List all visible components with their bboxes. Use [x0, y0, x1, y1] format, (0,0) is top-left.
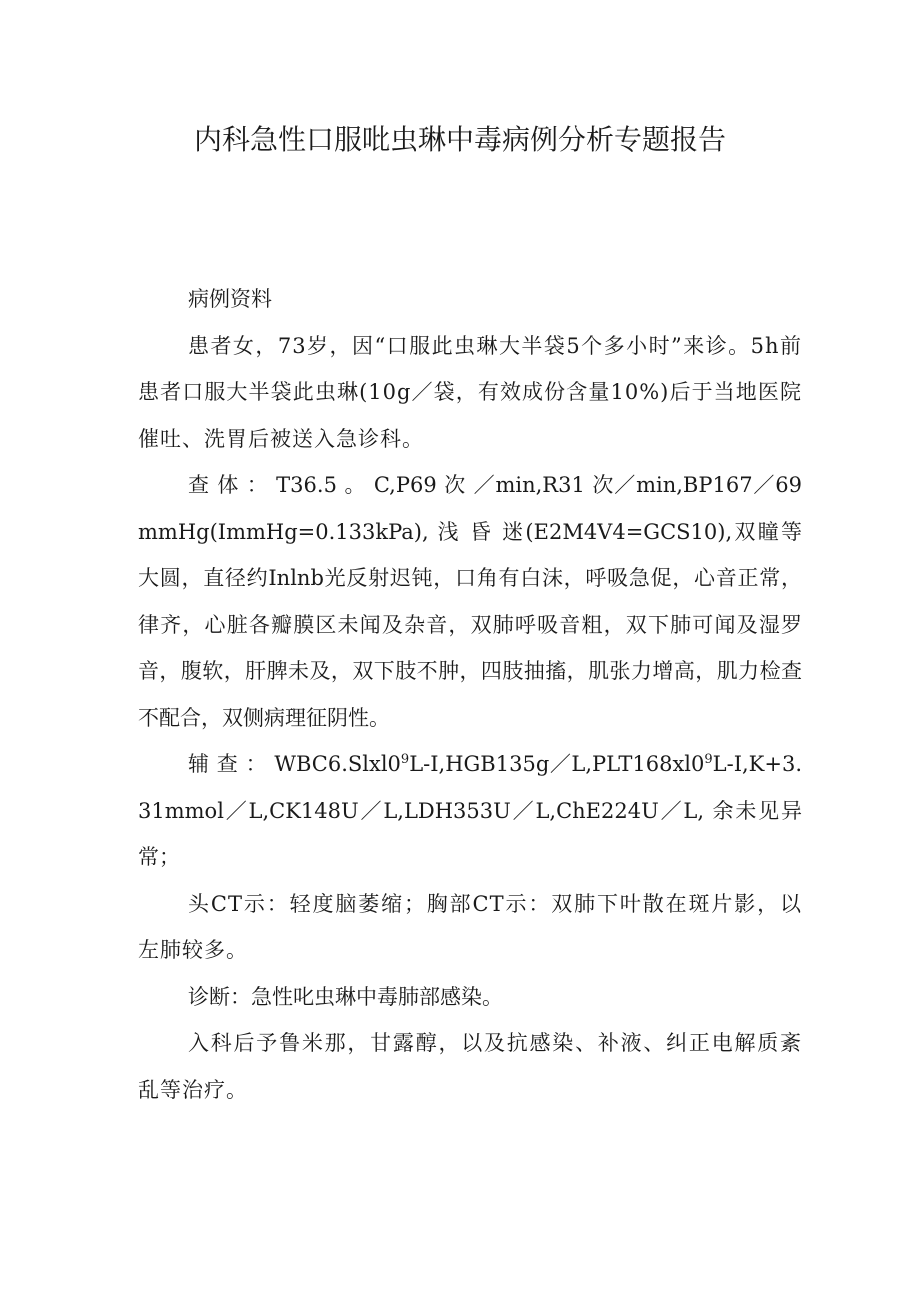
paragraph-imaging: 头CT示：轻度脑萎缩；胸部CT示：双肺下叶散在斑片影，以左肺较多。 [138, 891, 802, 962]
paragraph-diagnosis: 诊断：急性叱虫琳中毒肺部感染。 [188, 984, 503, 1009]
paragraph-chief-complaint: 患者女，73岁，因“口服此虫琳大半袋5个多小时”来诊。5h前患者口服大半袋此虫琳(10g／袋，有效成份含量10%)后于当地医院催吐、洗胃后被送入急诊科。 [138, 333, 802, 451]
lab-text-part-2: L-I,HGB135g／L,PLT168xl0 [409, 752, 705, 776]
superscript-exponent: 9 [400, 752, 410, 767]
document-title: 内科急性口服吡虫琳中毒病例分析专题报告 [193, 123, 726, 156]
lab-text-part-1: 辅 查 ： WBC6.Slxl0 [188, 752, 401, 776]
section-heading: 病例资料 [188, 287, 272, 311]
paragraph-physical-exam: 查 体 ： T36.5 。 C,P69 次 ／min,R31 次／min,BP167／69mmHg(ImmHg=0.133kPa), 浅 昏 迷(E2M4V4=GCS10),双瞳等大圆，直径约Inlnb光反射迟钝，口角有白沫，呼吸急促，心音正常，律齐，心脏各瓣膜区未闻及杂音，双肺呼吸音粗，双下肺可闻及湿罗音，腹软，肝脾未及，双下肢不肿，四肢抽搐，肌张力增高，肌力检查不配合，双侧病理征阴性。 [138, 473, 802, 730]
paragraph-lab-tests [138, 741, 802, 881]
superscript-exponent: 9 [704, 752, 713, 767]
paragraph-treatment: 入科后予鲁米那，甘露醇，以及抗感染、补液、纠正电解质紊乱等治疗。 [138, 1031, 802, 1102]
document-body [138, 276, 802, 1113]
lab-text-part-3: L-I,K+3.31mmol／L,CK148U／L,LDH353U／L,ChE224U／L, 余未见异常； [138, 752, 802, 869]
